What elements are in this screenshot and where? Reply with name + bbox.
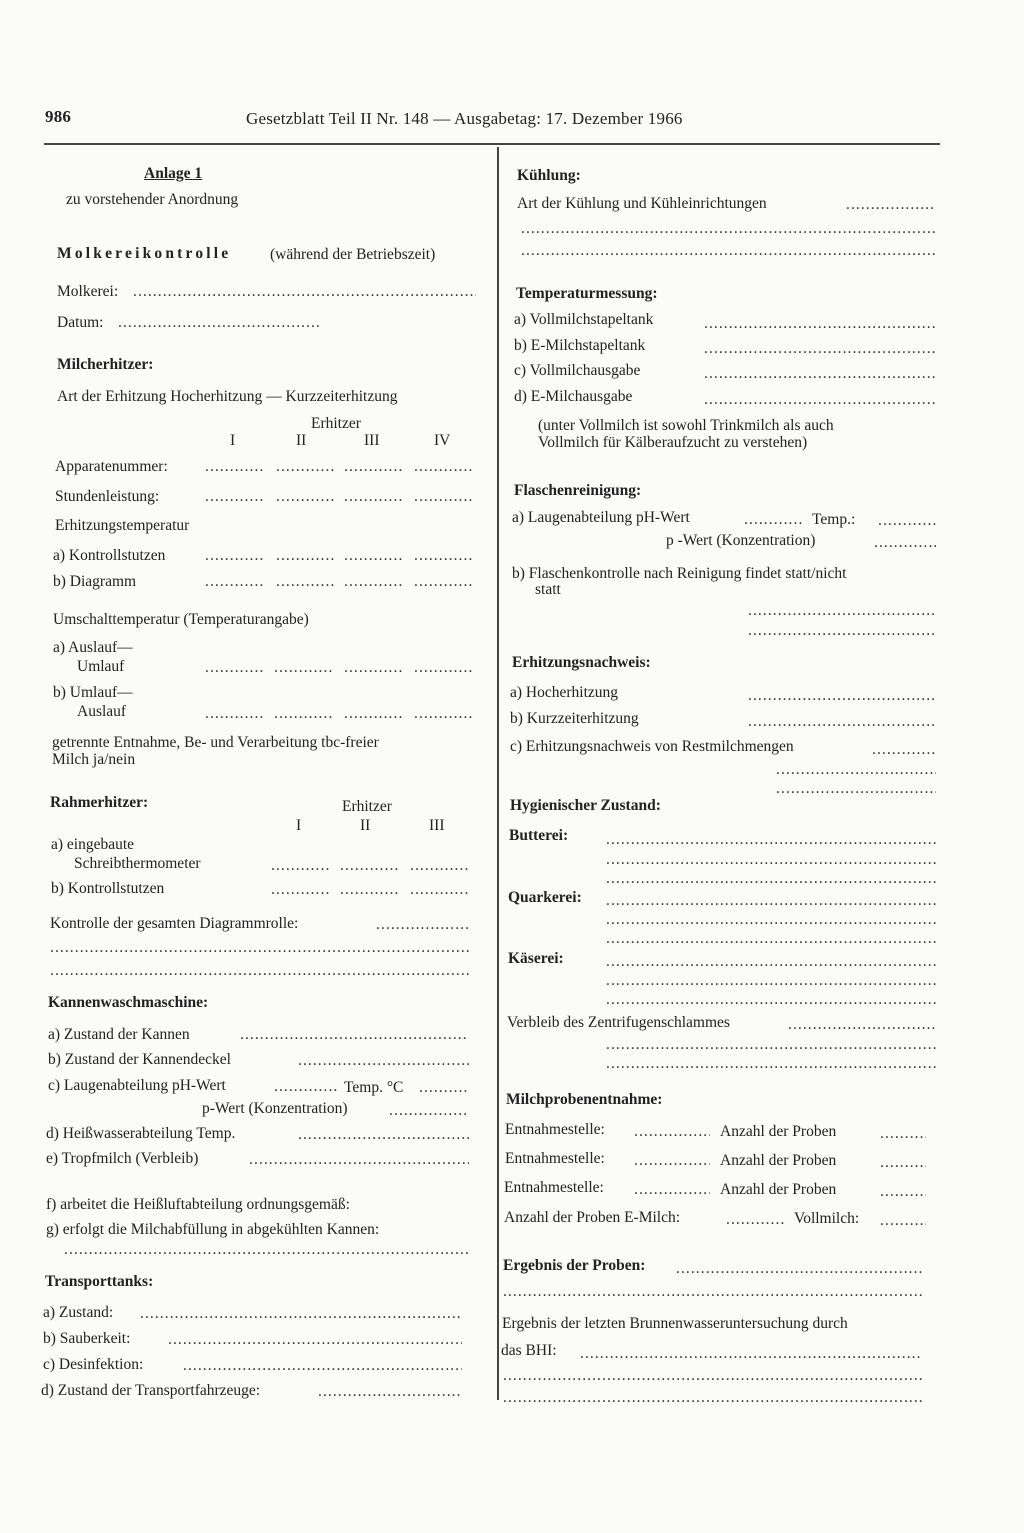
ergebnis-label: Ergebnis der Proben: <box>503 1257 646 1274</box>
anzahl-emilch-field[interactable] <box>726 1212 786 1228</box>
brunnen-field-1[interactable] <box>580 1346 922 1362</box>
kw-c-ph-field[interactable] <box>274 1079 338 1095</box>
rahmerhitzer-heading: Rahmerhitzer: <box>50 794 149 811</box>
kw-e-label: e) Tropfmilch (Verbleib) <box>46 1150 199 1167</box>
anzahl-proben-3-field[interactable] <box>880 1184 926 1200</box>
getrennte-entnahme-line-2: Milch ja/nein <box>52 751 136 768</box>
kontrollstutzen-field-2[interactable] <box>276 548 334 564</box>
molkerei-label: Molkerei: <box>57 283 119 300</box>
kuehlung-field-3[interactable] <box>521 243 936 259</box>
rahm-col-2: II <box>360 817 371 834</box>
erhitzer-head: Erhitzer <box>311 415 361 432</box>
page-header-title: Gesetzblatt Teil II Nr. 148 — Ausgabetag: 17. Dezember 1966 <box>246 109 683 128</box>
apparatenummer-field-2[interactable] <box>276 459 334 475</box>
kaeserei-field-2[interactable] <box>606 973 936 989</box>
rahm-kontrollstutzen-field-1[interactable] <box>271 882 331 898</box>
kw-c2-label: p-Wert (Konzentration) <box>202 1100 348 1117</box>
anzahl-proben-2-label: Anzahl der Proben <box>720 1152 837 1169</box>
entnahmestelle-1-field[interactable] <box>634 1124 710 1140</box>
auslauf-umlauf-field-2[interactable] <box>274 660 334 676</box>
anzahl-proben-2-field[interactable] <box>880 1155 926 1171</box>
kuehlung-heading: Kühlung: <box>517 167 581 184</box>
kaeserei-field-3[interactable] <box>606 992 936 1008</box>
tm-note-1: (unter Vollmilch ist sowohl Trinkmilch als auch <box>538 417 834 434</box>
col-head-4: IV <box>434 432 451 449</box>
entnahmestelle-2-label: Entnahmestelle: <box>505 1150 605 1167</box>
verbleib-label: Verbleib des Zentrifugenschlammes <box>507 1014 730 1031</box>
kaeserei-field-1[interactable] <box>606 954 936 970</box>
milcherhitzer-heading: Milcherhitzer: <box>57 356 154 373</box>
en-c-field-2[interactable] <box>776 762 936 778</box>
diagramm-label: b) Diagramm <box>53 573 137 590</box>
en-b-label: b) Kurzzeiterhitzung <box>510 710 639 727</box>
apparatenummer-label: Apparatenummer: <box>55 458 168 475</box>
en-c-field-1[interactable] <box>872 742 936 758</box>
kuehlung-art-field[interactable] <box>846 197 936 213</box>
umlauf-auslauf-field-2[interactable] <box>274 706 334 722</box>
apparatenummer-field-3[interactable] <box>344 459 404 475</box>
datum-label: Datum: <box>57 314 104 331</box>
diagrammrolle-field-2[interactable] <box>50 940 470 956</box>
tt-c-field[interactable] <box>183 1358 462 1374</box>
transporttanks-heading: Transporttanks: <box>45 1273 154 1290</box>
fr-b-line-1: b) Flaschenkontrolle nach Reinigung findet statt/nicht <box>512 565 847 582</box>
butterei-field-2[interactable] <box>606 852 936 868</box>
brunnen-field-3[interactable] <box>503 1390 922 1406</box>
tm-note-2: Vollmilch für Kälberaufzucht zu verstehen) <box>538 434 808 451</box>
fr-a-label: a) Laugenabteilung pH-Wert <box>512 509 690 526</box>
tt-a-label: a) Zustand: <box>43 1304 114 1321</box>
tt-d-label: d) Zustand der Transportfahrzeuge: <box>41 1382 261 1399</box>
brunnen-line-1: Ergebnis der letzten Brunnenwasseruntersuchung durch <box>502 1315 848 1332</box>
stundenleistung-field-2[interactable] <box>276 489 334 505</box>
tm-a-label: a) Vollmilchstapeltank <box>514 311 654 328</box>
stundenleistung-field-3[interactable] <box>344 489 404 505</box>
anlage-title: Anlage 1 <box>144 165 203 182</box>
auslauf-umlauf-field-1[interactable] <box>205 660 265 676</box>
kw-a-field[interactable] <box>240 1027 469 1043</box>
column-divider <box>497 147 499 1400</box>
kontrollstutzen-field-4[interactable] <box>414 548 474 564</box>
eingebaute-label-2: Schreibthermometer <box>74 855 201 872</box>
tm-c-field[interactable] <box>704 366 936 382</box>
kannenwaschmaschine-heading: Kannenwaschmaschine: <box>48 994 209 1011</box>
quarkerei-field-1[interactable] <box>606 893 936 909</box>
rahm-col-1: I <box>296 817 302 834</box>
fr-a2-label: p -Wert (Konzentration) <box>666 532 816 549</box>
brunnen-line-2: das BHI: <box>501 1342 557 1359</box>
kw-b-field[interactable] <box>298 1053 469 1069</box>
tm-a-field[interactable] <box>704 316 936 332</box>
tt-c-label: c) Desinfektion: <box>43 1356 144 1373</box>
fr-a2-field[interactable] <box>874 535 936 551</box>
kw-c2-field[interactable] <box>389 1103 469 1119</box>
kw-a-label: a) Zustand der Kannen <box>48 1026 190 1043</box>
kw-e-field[interactable] <box>249 1152 469 1168</box>
entnahmestelle-2-field[interactable] <box>634 1153 710 1169</box>
fr-a-temp-field[interactable] <box>878 513 936 529</box>
ergebnis-field-1[interactable] <box>676 1261 922 1277</box>
kontrollstutzen-label: a) Kontrollstutzen <box>53 547 166 564</box>
tt-b-label: b) Sauberkeit: <box>43 1330 131 1347</box>
vollmilch-field[interactable] <box>880 1213 926 1229</box>
datum-field[interactable] <box>118 315 320 331</box>
kuehlung-field-2[interactable] <box>521 221 936 237</box>
temperaturmessung-heading: Temperaturmessung: <box>516 285 658 302</box>
fr-a-temp-label: Temp.: <box>812 511 856 528</box>
en-a-label: a) Hocherhitzung <box>510 684 619 701</box>
kw-c-temp-field[interactable] <box>419 1080 469 1096</box>
stundenleistung-field-1[interactable] <box>205 489 265 505</box>
fr-a-ph-field[interactable] <box>744 512 802 528</box>
rahm-erhitzer-head: Erhitzer <box>342 798 392 815</box>
fr-b-field-1[interactable] <box>748 603 936 619</box>
anzahl-proben-1-label: Anzahl der Proben <box>720 1123 837 1140</box>
umlauf-auslauf-label-2: Auslauf <box>77 703 127 720</box>
diagrammrolle-label: Kontrolle der gesamten Diagrammrolle: <box>50 915 299 932</box>
kw-d-field[interactable] <box>298 1127 469 1143</box>
en-c-label: c) Erhitzungsnachweis von Restmilchmengen <box>510 738 794 755</box>
kw-c-temp-label: Temp. °C <box>344 1079 404 1096</box>
eingebaute-label-1: a) eingebaute <box>51 836 135 853</box>
diagrammrolle-field-3[interactable] <box>50 963 470 979</box>
diagramm-field-2[interactable] <box>276 574 334 590</box>
diagramm-field-1[interactable] <box>205 574 265 590</box>
kontrollstutzen-field-3[interactable] <box>344 548 404 564</box>
col-head-3: III <box>364 432 380 449</box>
diagramm-field-3[interactable] <box>344 574 404 590</box>
tt-d-field[interactable] <box>318 1384 462 1400</box>
butterei-field-3[interactable] <box>606 871 936 887</box>
header-rule <box>44 143 940 145</box>
vollmilch-label: Vollmilch: <box>794 1210 860 1227</box>
schreibthermometer-field-1[interactable] <box>271 858 331 874</box>
quarkerei-field-2[interactable] <box>606 912 936 928</box>
tt-b-field[interactable] <box>168 1332 462 1348</box>
brunnen-field-2[interactable] <box>503 1368 922 1384</box>
rahm-col-3: III <box>429 817 445 834</box>
kw-g-label: g) erfolgt die Milchabfüllung in abgekühlten Kannen: <box>46 1221 380 1238</box>
schreibthermometer-field-3[interactable] <box>410 858 470 874</box>
kuehlung-art-label: Art der Kühlung und Kühleinrichtungen <box>517 195 767 212</box>
verbleib-field-1[interactable] <box>788 1017 936 1033</box>
page-number: 986 <box>45 107 72 126</box>
auslauf-umlauf-field-3[interactable] <box>344 660 404 676</box>
verbleib-field-3[interactable] <box>606 1056 936 1072</box>
tm-c-label: c) Vollmilchausgabe <box>514 362 641 379</box>
diagrammrolle-field[interactable] <box>376 917 470 933</box>
molkereikontrolle-heading: Molkereikontrolle <box>57 245 232 262</box>
tm-b-field[interactable] <box>704 341 936 357</box>
auslauf-umlauf-label-1: a) Auslauf— <box>53 639 133 656</box>
getrennte-entnahme-line-1: getrennte Entnahme, Be- und Verarbeitung tbc-freier <box>52 734 379 751</box>
verbleib-field-2[interactable] <box>606 1037 936 1053</box>
kw-d-label: d) Heißwasserabteilung Temp. <box>46 1125 236 1142</box>
kaeserei-label: Käserei: <box>508 950 564 967</box>
diagramm-field-4[interactable] <box>414 574 474 590</box>
entnahmestelle-3-field[interactable] <box>634 1182 710 1198</box>
kw-f-label: f) arbeitet die Heißluftabteilung ordnungsgemäß: <box>46 1196 350 1213</box>
umlauf-auslauf-field-3[interactable] <box>344 706 404 722</box>
apparatenummer-field-4[interactable] <box>414 459 474 475</box>
flaschenreinigung-heading: Flaschenreinigung: <box>514 482 642 499</box>
erhitzungstemperatur-label: Erhitzungstemperatur <box>55 517 190 534</box>
entnahmestelle-1-label: Entnahmestelle: <box>505 1121 605 1138</box>
butterei-label: Butterei: <box>509 827 569 844</box>
fr-b-field-2[interactable] <box>748 623 936 639</box>
en-b-field[interactable] <box>748 714 936 730</box>
en-a-field[interactable] <box>748 688 936 704</box>
kontrollstutzen-field-1[interactable] <box>205 548 265 564</box>
umlauf-auslauf-field-1[interactable] <box>205 706 265 722</box>
entnahmestelle-3-label: Entnahmestelle: <box>504 1179 604 1196</box>
art-erhitzung-label: Art der Erhitzung Hocherhitzung — Kurzzeiterhitzung <box>57 388 398 405</box>
tm-d-label: d) E-Milchausgabe <box>514 388 633 405</box>
col-head-1: I <box>230 432 236 449</box>
col-head-2: II <box>296 432 307 449</box>
kw-g-field[interactable] <box>64 1242 469 1258</box>
stundenleistung-label: Stundenleistung: <box>55 488 160 505</box>
stundenleistung-field-4[interactable] <box>414 489 474 505</box>
anzahl-proben-1-field[interactable] <box>880 1126 926 1142</box>
tt-a-field[interactable] <box>140 1306 462 1322</box>
butterei-field-1[interactable] <box>606 832 936 848</box>
molkerei-field[interactable] <box>133 284 476 300</box>
anzahl-emilch-label: Anzahl der Proben E-Milch: <box>504 1209 681 1226</box>
hygienischer-heading: Hygienischer Zustand: <box>510 797 661 814</box>
quarkerei-label: Quarkerei: <box>508 889 582 906</box>
anzahl-proben-3-label: Anzahl der Proben <box>720 1181 837 1198</box>
kw-c-label: c) Laugenabteilung pH-Wert <box>48 1077 226 1094</box>
umschalttemperatur-label: Umschalttemperatur (Temperaturangabe) <box>53 611 309 628</box>
anlage-subtitle: zu vorstehender Anordnung <box>66 191 239 208</box>
en-c-field-3[interactable] <box>776 781 936 797</box>
rahm-kontrollstutzen-field-3[interactable] <box>410 882 470 898</box>
umlauf-auslauf-field-4[interactable] <box>414 706 474 722</box>
rahm-kontrollstutzen-field-2[interactable] <box>340 882 400 898</box>
fr-b-line-2: statt <box>535 581 561 598</box>
schreibthermometer-field-2[interactable] <box>340 858 400 874</box>
auslauf-umlauf-label-2: Umlauf <box>77 658 125 675</box>
tm-d-field[interactable] <box>704 392 936 408</box>
kw-b-label: b) Zustand der Kannendeckel <box>48 1051 231 1068</box>
erhitzungsnachweis-heading: Erhitzungsnachweis: <box>512 654 651 671</box>
rahm-kontrollstutzen-label: b) Kontrollstutzen <box>51 880 165 897</box>
umlauf-auslauf-label-1: b) Umlauf— <box>53 684 133 701</box>
auslauf-umlauf-field-4[interactable] <box>414 660 474 676</box>
tm-b-label: b) E-Milchstapeltank <box>514 337 646 354</box>
molkereikontrolle-note: (während der Betriebszeit) <box>270 246 436 263</box>
ergebnis-field-2[interactable] <box>503 1284 922 1300</box>
quarkerei-field-3[interactable] <box>606 931 936 947</box>
apparatenummer-field-1[interactable] <box>205 459 265 475</box>
milchproben-heading: Milchprobenentnahme: <box>506 1091 663 1108</box>
